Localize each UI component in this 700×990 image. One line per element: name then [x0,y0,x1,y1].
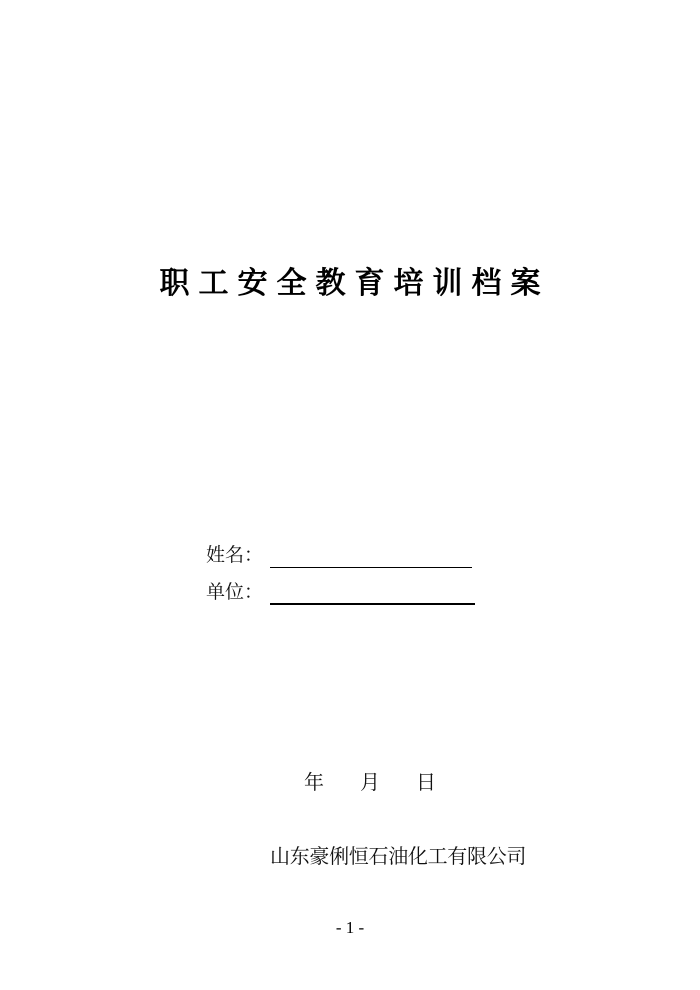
year-label: 年 [304,772,324,794]
name-label: 姓名： [206,545,264,566]
unit-input-line[interactable] [270,583,475,605]
page-number: - 1 - [335,918,365,937]
date-line [20,766,700,795]
document-title: 职工安全教育培训档案 [159,267,550,300]
name-input-line[interactable] [270,547,472,568]
name-field-row [206,544,475,568]
company-name: 山东豪俐恒石油化工有限公司 [270,846,527,868]
fill-in-fields [206,544,475,618]
unit-field-row [206,581,475,605]
day-label: 日 [416,772,436,794]
month-label: 月 [360,772,380,794]
unit-label: 单位： [206,582,264,603]
